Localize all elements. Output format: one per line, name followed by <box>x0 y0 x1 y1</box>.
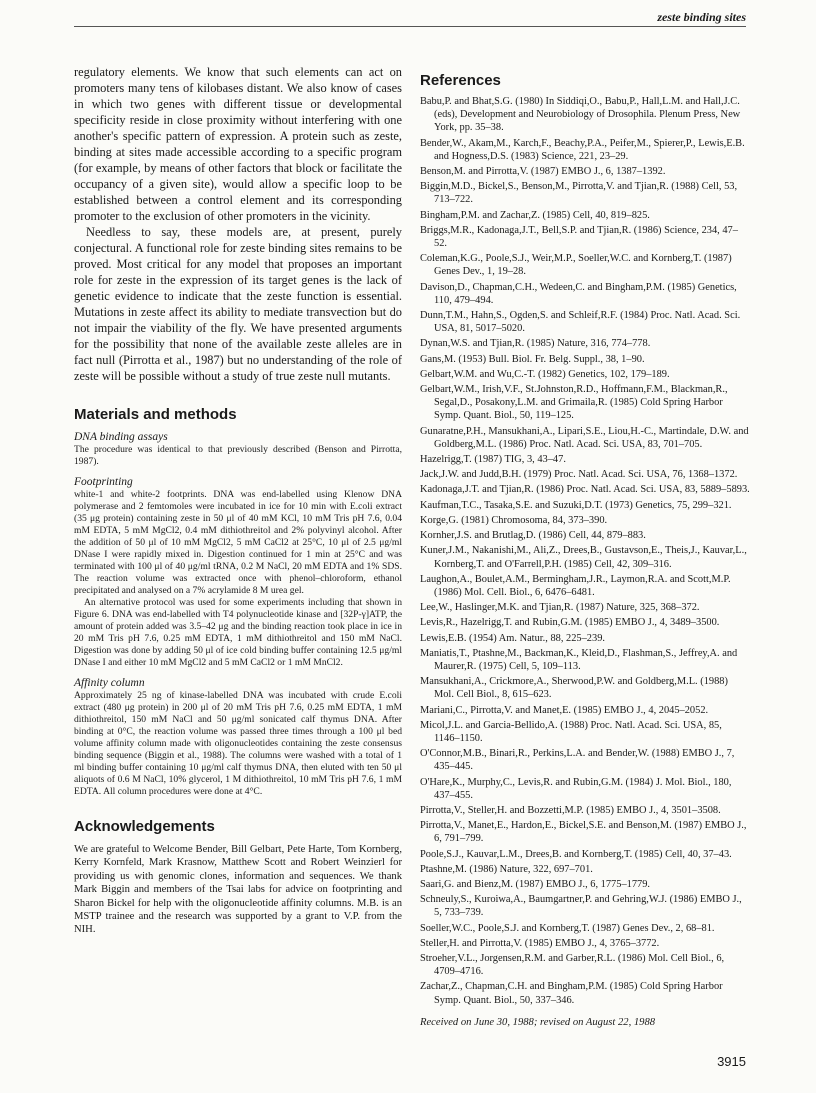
reference-item: Jack,J.W. and Judd,B.H. (1979) Proc. Natl. Acad. Sci. USA, 76, 1368–1372. <box>420 469 738 481</box>
acknowledgements-heading: Acknowledgements <box>74 818 215 835</box>
reference-item: Mansukhani,A., Crickmore,A., Sherwood,P.W. and Goldberg,M.L. (1988) Mol. Cell Biol., 8, 615–623. <box>420 676 728 701</box>
methods-heading: Materials and methods <box>74 406 237 423</box>
reference-item: Dunn,T.M., Hahn,S., Ogden,S. and Schleif,R.F. (1984) Proc. Natl. Acad. Sci. USA, 81, 5017–5020. <box>420 310 741 335</box>
acknowledgements-text: We are grateful to Welcome Bender, Bill Gelbart, Pete Harte, Tom Kornberg, Kerry Kornfeld, Mark Krasnow, Matthew Scott and Robert Weinzierl for providing us with genomic clones, information and sequences. We thank Mark Biggin and members of the Tsai labs for advice on footprinting and Sharon Bickel for help with the oligonucleotide affinity columns. M.B. is an MSTP trainee and the research was supported by a grant to V.P. from the NIH. <box>74 844 402 936</box>
reference-item: Babu,P. and Bhat,S.G. (1980) In Siddiqi,O., Babu,P., Hall,L.M. and Hall,J.C. (eds), Development and Neurobiology of Drosophila. Plenum Press, New York, pp. 35–38. <box>420 96 741 134</box>
affinity-column-text: Approximately 25 ng of kinase-labelled DNA was incubated with crude E.coli extract (480 μg protein) in 200 μl of 20 mM Tris pH 7.6, 0.25 mM EDTA, 1 mM dithiothreitol, 150 mM NaCl and 50 μg/ml sonicated calf thymus DNA. After binding at 0°C, the reaction volume was passed three times through a 100 μl bed volume affinity column made with oligonucleotides containing the zeste consensus binding sequence (Biggin et al., 1988). The columns were washed with a total of 1 ml binding buffer containing 10 μg/ml calf thymus DNA, then eluted with ten 50 μl aliquots of 0.6 M NaCl, 10% glycerol, 1 M dithiothreitol, 10 mM Tris pH 7.6, 1 mM EDTA. All column procedures were done at 4°C. <box>74 690 402 797</box>
reference-item: Zachar,Z., Chapman,C.H. and Bingham,P.M. (1985) Cold Spring Harbor Symp. Quant. Biol., 50, 337–346. <box>420 981 723 1006</box>
reference-item: O'Hare,K., Murphy,C., Levis,R. and Rubin,G.M. (1984) J. Mol. Biol., 180, 437–455. <box>420 776 732 801</box>
discussion-paragraph-2: Needless to say, these models are, at present, purely conjectural. A functional role for zeste binding sites remains to be proved. Most critical for any model that proposes an important role for zeste in the expression of its target genes is the lack of genetic evidence to indicate that the zeste function is essential. Mutations in zeste affect its ability to mediate transvection but do not impair the viability of the fly. We have presented arguments for the possibility that none of the available zeste alleles are in fact null (Pirrotta et al., 1987) but no understanding of the role of zeste will be possible without a study of true zeste null mutants. <box>74 225 402 383</box>
page-number: 3915 <box>717 1054 746 1069</box>
reference-item: Schneuly,S., Kuroiwa,A., Baumgartner,P. and Gehring,W.J. (1986) EMBO J., 5, 733–739. <box>420 894 742 919</box>
reference-item: Coleman,K.G., Poole,S.J., Weir,M.P., Soeller,W.C. and Kornberg,T. (1987) Genes Dev., 1, 19–28. <box>420 253 732 278</box>
reference-list <box>420 95 750 1007</box>
dna-binding-heading: DNA binding assays <box>74 431 168 443</box>
reference-item: Biggin,M.D., Bickel,S., Benson,M., Pirrotta,V. and Tjian,R. (1988) Cell, 53, 713–722. <box>420 181 738 206</box>
reference-item: Soeller,W.C., Poole,S.J. and Kornberg,T. (1987) Genes Dev., 2, 68–81. <box>420 922 715 934</box>
reference-item: Stroeher,V.L., Jorgensen,R.M. and Garber,R.L. (1986) Mol. Cell Biol., 6, 4709–4716. <box>420 952 725 978</box>
reference-item: Davison,D., Chapman,C.H., Wedeen,C. and Bingham,P.M. (1985) Genetics, 110, 479–494. <box>420 281 737 306</box>
reference-item: Lee,W., Haslinger,M.K. and Tjian,R. (1987) Nature, 325, 368–372. <box>420 602 700 614</box>
reference-item: Mariani,C., Pirrotta,V. and Manet,E. (1985) EMBO J., 4, 2045–2052. <box>420 704 709 716</box>
reference-item: Pirrotta,V., Manet,E., Hardon,E., Bickel,S.E. and Benson,M. (1987) EMBO J., 6, 791–799. <box>420 820 747 845</box>
right-column <box>420 72 750 1028</box>
dna-binding-text: The procedure was identical to that previously described (Benson and Pirrotta, 1987). <box>74 444 402 467</box>
header-rule <box>74 26 746 27</box>
footprinting-text-1: white-1 and white-2 footprints. DNA was end-labelled using Klenow DNA polymerase and 2 femtomoles were incubated in ice for 10 min with E.coli extract (35 μg protein) containing zeste in 50 μl of 40 mM KCl, 10 mM Tris pH 7.6, 0.04 mM EDTA, 5 mM MgCl2, 0.4 mM dithiothreitol and 2% polyvinyl alcohol. After the addition of 50 μl of 10 mM MgCl2, 5 mM CaCl2 at 25°C, 10 μl of 2.5 μg/ml DNase I were rapidly mixed in. Digestion continued for 1 min at 25°C and was terminated with 100 μl of 40 μg/ml tRNA, 0.2 M NaCl, 20 mM EDTA and 1% SDS. The reaction volume was extracted once with phenol–chloroform, ethanol precipitated and analysed on a 7% acrylamide 8 M urea gel. <box>74 489 402 596</box>
reference-item: Poole,S.J., Kauvar,L.M., Drees,B. and Kornberg,T. (1985) Cell, 40, 37–43. <box>420 848 732 860</box>
reference-item: Briggs,M.R., Kadonaga,J.T., Bell,S.P. and Tjian,R. (1986) Science, 234, 47–52. <box>420 224 738 250</box>
reference-item: Gunaratne,P.H., Mansukhani,A., Lipari,S.E., Liou,H.-C., Martindale, D.W. and Goldberg,M.L. (1986) Proc. Natl. Acad. Sci. USA, 83, 701–705. <box>420 425 749 450</box>
left-column <box>74 64 402 937</box>
reference-item: Levis,R., Hazelrigg,T. and Rubin,G.M. (1985) EMBO J., 4, 3489–3500. <box>420 617 720 629</box>
reference-item: Benson,M. and Pirrotta,V. (1987) EMBO J., 6, 1387–1392. <box>420 166 666 178</box>
reference-item: Kadonaga,J.T. and Tjian,R. (1986) Proc. Natl. Acad. Sci. USA, 83, 5889–5893. <box>420 484 750 496</box>
reference-item: Gans,M. (1953) Bull. Biol. Fr. Belg. Suppl., 38, 1–90. <box>420 353 645 365</box>
reference-item: Kaufman,T.C., Tasaka,S.E. and Suzuki,D.T. (1973) Genetics, 75, 299–321. <box>420 499 732 511</box>
received-date: Received on June 30, 1988; revised on August 22, 1988 <box>420 1016 656 1028</box>
reference-item: Korge,G. (1981) Chromosoma, 84, 373–390. <box>420 514 608 526</box>
reference-item: Saari,G. and Bienz,M. (1987) EMBO J., 6, 1775–1779. <box>420 878 651 890</box>
reference-item: O'Connor,M.B., Binari,R., Perkins,L.A. and Bender,W. (1988) EMBO J., 7, 435–445. <box>420 748 735 773</box>
reference-item: Hazelrigg,T. (1987) TIG, 3, 43–47. <box>420 454 566 466</box>
affinity-column-heading: Affinity column <box>74 677 145 689</box>
reference-item: Bender,W., Akam,M., Karch,F., Beachy,P.A., Peifer,M., Spierer,P., Lewis,E.B. and Hogness,D.S. (1983) Science, 221, 23–29. <box>420 137 745 162</box>
reference-item: Kuner,J.M., Nakanishi,M., Ali,Z., Drees,B., Gustavson,E., Theis,J., Kauvar,L., Kornberg,T. and O'Farrell,P.H. (1985) Cell, 42, 309–316. <box>420 545 747 570</box>
footprinting-text-2: An alternative protocol was used for some experiments including that shown in Figure 6. DNA was end-labelled with T4 polynucleotide kinase and [32P-γ]ATP, the amount of protein added was 3.5–42 μg and the binding reaction took place in ice in 20 mM Tris pH 7.6, 0.25 mM EDTA, 1 mM dithiothreitol and 150 mM NaCl. Digestion was done by adding 50 μl of ice cold binding buffer containing 12.5 μg/ml DNase I and either 10 mM MgCl2 and 5 mM CaCl2 or 1 mM MnCl2. <box>74 597 402 668</box>
reference-item: Gelbart,W.M., Irish,V.F., St.Johnston,R.D., Hoffmann,F.M., Blackman,R., Segal,D., Posakony,L.M. and Grimaila,R. (1985) Cold Spring Harbor Symp. Quant. Biol., 50, 119–125. <box>420 384 728 422</box>
reference-item: Steller,H. and Pirrotta,V. (1985) EMBO J., 4, 3765–3772. <box>420 937 660 949</box>
reference-item: Laughon,A., Boulet,A.M., Bermingham,J.R., Laymon,R.A. and Scott,M.P. (1986) Mol. Cell. Biol., 6, 6476–6481. <box>420 573 731 598</box>
reference-item: Dynan,W.S. and Tjian,R. (1985) Nature, 316, 774–778. <box>420 338 651 350</box>
reference-item: Bingham,P.M. and Zachar,Z. (1985) Cell, 40, 819–825. <box>420 209 650 221</box>
reference-item: Ptashne,M. (1986) Nature, 322, 697–701. <box>420 863 593 875</box>
reference-item: Lewis,E.B. (1954) Am. Natur., 88, 225–239. <box>420 632 605 644</box>
footprinting-heading: Footprinting <box>74 476 133 488</box>
reference-item: Micol,J.L. and Garcia-Bellido,A. (1988) Proc. Natl. Acad. Sci. USA, 85, 1146–1150. <box>420 719 722 744</box>
references-heading: References <box>420 72 501 89</box>
reference-item: Pirrotta,V., Steller,H. and Bozzetti,M.P. (1985) EMBO J., 4, 3501–3508. <box>420 804 721 816</box>
reference-item: Maniatis,T., Ptashne,M., Backman,K., Kleid,D., Flashman,S., Jeffrey,A. and Maurer,R. (1975) Cell, 5, 109–113. <box>420 647 738 672</box>
running-head: zeste binding sites <box>657 10 746 24</box>
reference-item: Gelbart,W.M. and Wu,C.-T. (1982) Genetics, 102, 179–189. <box>420 368 670 380</box>
reference-item: Kornher,J.S. and Brutlag,D. (1986) Cell, 44, 879–883. <box>420 530 646 542</box>
discussion-paragraph-1: regulatory elements. We know that such elements can act on promoters many tens of kilobases distant. We also know of cases in which two genes with different tissue or developmental specificity reside in close proximity without interfering with one another's specific pattern of expression. A protein such as zeste, binding at sites made accessible according to a specific program (for example, by means of other factors that block or facilitate the occupancy of a given site), would allow a specific loop to be established between a control element and its corresponding promoter to the exclusion of other promoters in the vicinity. <box>74 65 402 223</box>
